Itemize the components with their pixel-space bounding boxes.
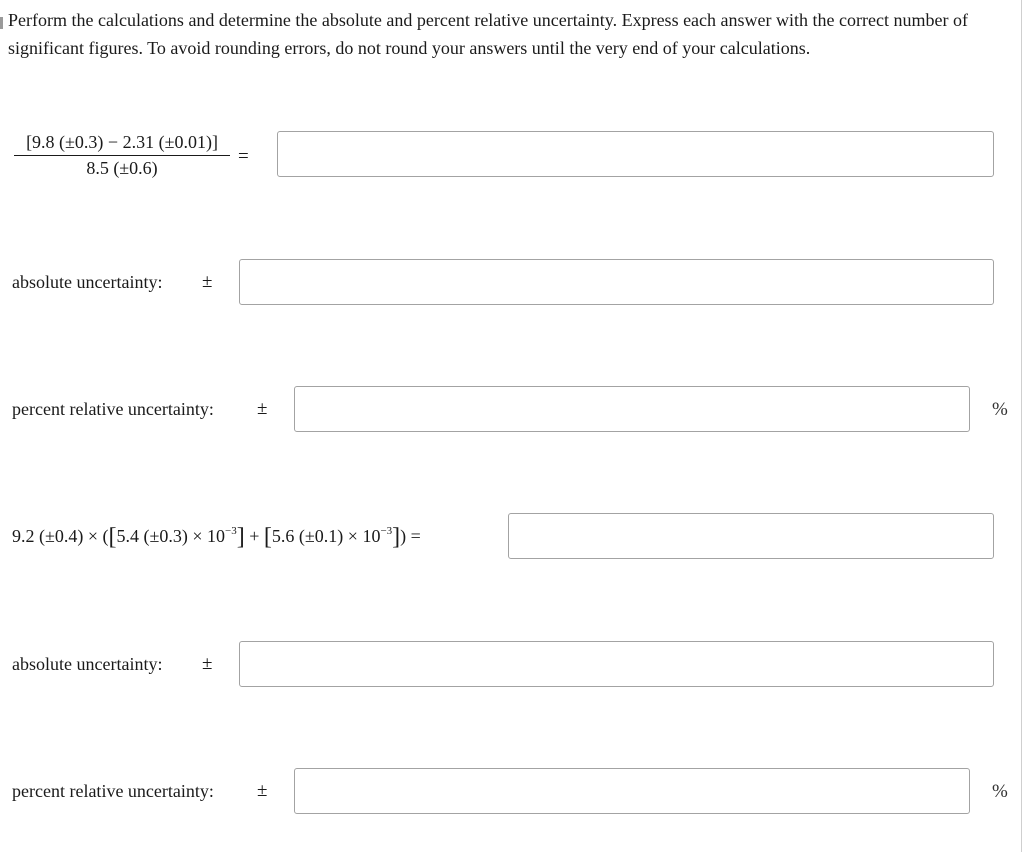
- bracket-close: ]: [392, 524, 401, 550]
- percent-unit-label: %: [992, 781, 1008, 802]
- problem1-fraction: [14, 130, 230, 178]
- problem2-expression: [12, 524, 421, 550]
- bracket-open: [: [108, 524, 117, 550]
- plus-minus-sign: ±: [202, 271, 213, 292]
- problem2-expression-end: ) =: [400, 526, 421, 546]
- percent-unit-label: %: [992, 399, 1008, 420]
- problem1-percent-row: [0, 385, 1020, 433]
- problem1-absolute-input[interactable]: [239, 259, 994, 305]
- problem2-expression-row: [0, 512, 1020, 560]
- problem2-term2: 5.6 (±0.1) × 10: [271, 526, 381, 546]
- problem2-absolute-input[interactable]: [239, 641, 994, 687]
- problem1-percent-label: percent relative uncertainty:: [12, 399, 214, 419]
- problem1-denominator: 8.5 (±0.6): [86, 158, 158, 178]
- fraction-bar: [14, 155, 230, 156]
- problem1-absolute-label: absolute uncertainty:: [12, 272, 163, 292]
- problem2-percent-label: percent relative uncertainty:: [12, 781, 214, 801]
- plus-sign: +: [244, 526, 264, 546]
- bracket-open: [: [263, 524, 272, 550]
- problem2-percent-row: [0, 767, 1020, 815]
- instructions-text: Perform the calculations and determine the absolute and percent relative uncertainty. Express each answer with the correct number of significant figures. To avoid rounding errors, do not round your answers until the very end of your calculations.: [8, 10, 968, 58]
- problem2-absolute-row: [0, 640, 1020, 688]
- left-edge-marker: [0, 17, 3, 29]
- problem1-answer-input[interactable]: [277, 131, 994, 177]
- problem1-absolute-row: [0, 258, 1020, 306]
- plus-minus-sign: ±: [257, 780, 268, 801]
- problem1-expression-row: [0, 130, 1020, 178]
- problem2-term1: 5.4 (±0.3) × 10: [116, 526, 226, 546]
- problem2-absolute-label: absolute uncertainty:: [12, 654, 163, 674]
- problem1-percent-input[interactable]: [294, 386, 970, 432]
- problem2-answer-input[interactable]: [508, 513, 994, 559]
- problem2-exponent1: −3: [225, 525, 237, 537]
- plus-minus-sign: ±: [202, 653, 213, 674]
- bracket-close: ]: [236, 524, 245, 550]
- plus-minus-sign: ±: [257, 398, 268, 419]
- problem1-numerator: [9.8 (±0.3) − 2.31 (±0.01)]: [26, 132, 218, 152]
- scroll-edge-divider: [1021, 0, 1022, 852]
- problem1-equals-sign: =: [238, 146, 249, 167]
- problem2-factor: 9.2 (±0.4) × (: [12, 526, 109, 546]
- problem2-percent-input[interactable]: [294, 768, 970, 814]
- problem2-exponent2: −3: [380, 525, 393, 537]
